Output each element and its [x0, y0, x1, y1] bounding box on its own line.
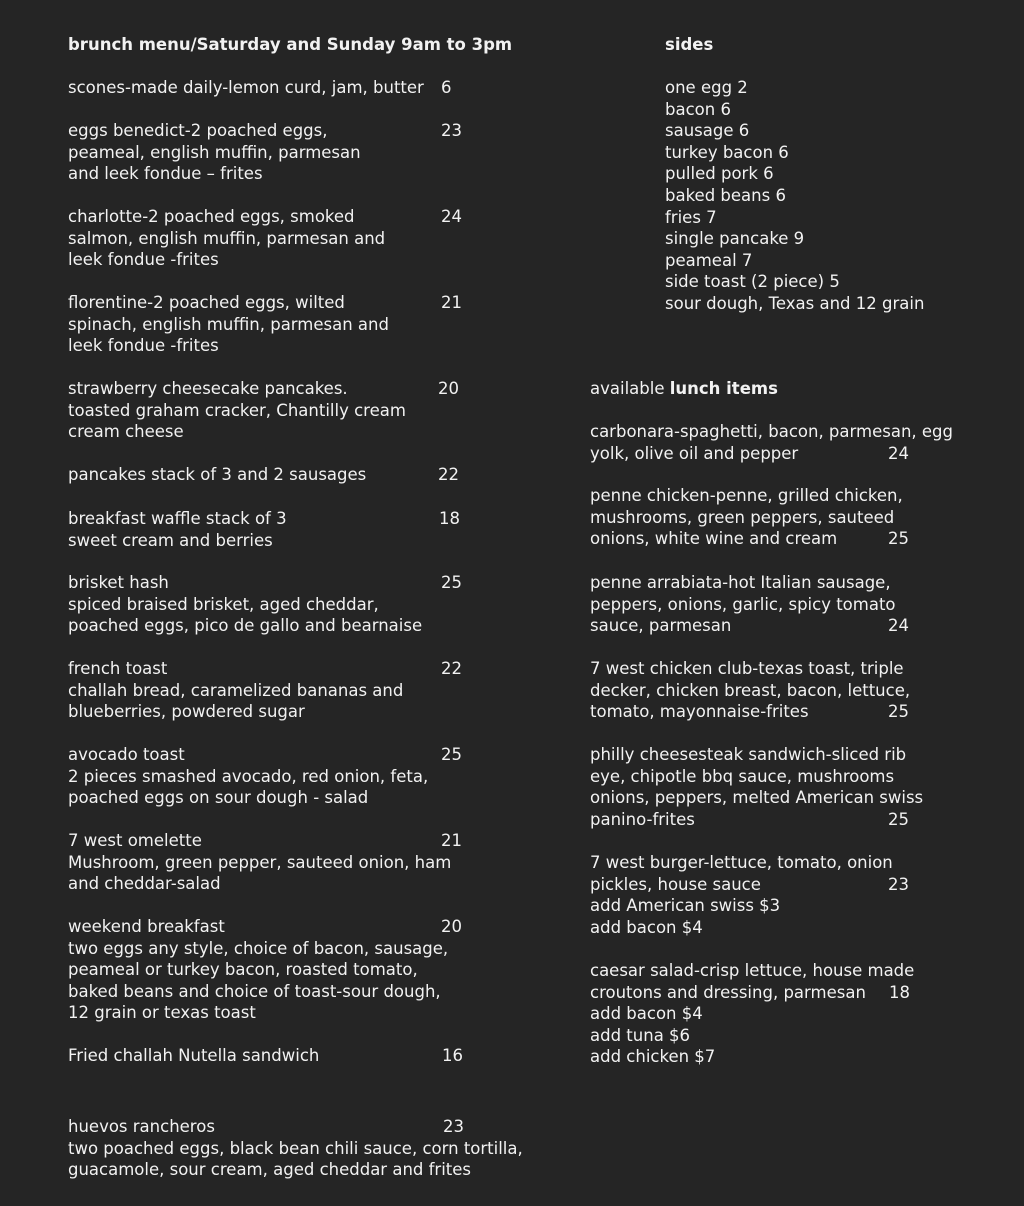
item-line: cream cheese	[68, 422, 184, 442]
item-line: mushrooms, green peppers, sauteed	[590, 507, 895, 527]
side-item: sausage 6	[665, 121, 750, 141]
item-price: 25	[888, 529, 909, 549]
item-price: 24	[441, 207, 462, 226]
menu-item-omelette	[68, 830, 462, 895]
menu-item-french-toast	[68, 658, 462, 723]
side-item: pulled pork 6	[665, 164, 774, 184]
item-price: 23	[441, 121, 462, 140]
side-item: baked beans 6	[665, 185, 786, 205]
item-line: and leek fondue – frites	[68, 164, 263, 184]
item-line: poached eggs, pico de gallo and bearnaise	[68, 616, 423, 636]
item-line: Mushroom, green pepper, sauteed onion, ham	[68, 852, 452, 872]
item-line: blueberries, powdered sugar	[68, 702, 305, 722]
item-line: add bacon $4	[590, 1004, 703, 1024]
menu-item-waffle	[68, 508, 460, 551]
item-price: 20	[438, 379, 459, 398]
lunch-item-penne-chicken	[590, 485, 909, 550]
item-price: 22	[438, 465, 459, 484]
side-item: single pancake 9	[665, 229, 805, 249]
item-line: add chicken $7	[590, 1047, 716, 1067]
item-line: breakfast waffle stack of 3	[68, 509, 287, 528]
item-line: 12 grain or texas toast	[68, 1003, 256, 1023]
item-price: 25	[888, 702, 909, 722]
item-line: 7 west omelette	[68, 831, 202, 850]
item-line: 2 pieces smashed avocado, red onion, feta,	[68, 766, 429, 786]
item-price: 16	[442, 1046, 463, 1065]
menu-item-cheesecake-pancakes	[68, 378, 459, 443]
item-line: challah bread, caramelized bananas and	[68, 680, 404, 700]
item-line: brisket hash	[68, 573, 169, 592]
side-item: turkey bacon 6	[665, 142, 789, 162]
lunch-title-prefix: available	[590, 379, 670, 398]
item-line: two eggs any style, choice of bacon, sausage,	[68, 938, 449, 958]
lunch-title-bold: lunch items	[669, 379, 778, 398]
item-price: 24	[888, 443, 909, 463]
item-price: 18	[439, 509, 460, 528]
item-line: peppers, onions, garlic, spicy tomato	[590, 594, 896, 614]
item-price: 25	[441, 745, 462, 764]
item-line: penne arrabiata-hot Italian sausage,	[590, 573, 891, 592]
item-line: avocado toast	[68, 745, 185, 764]
item-price: 18	[889, 982, 910, 1002]
side-item: fries 7	[665, 207, 717, 227]
item-price: 23	[443, 1117, 464, 1136]
item-price: 22	[441, 659, 462, 678]
side-item: sour dough, Texas and 12 grain	[665, 293, 925, 313]
menu-item-nutella-sandwich	[68, 1045, 463, 1067]
item-line: huevos rancheros	[68, 1117, 215, 1136]
lunch-item-philly-cheesesteak	[590, 744, 923, 830]
item-line: 7 west chicken club-texas toast, triple	[590, 659, 904, 678]
item-price: 23	[888, 874, 909, 894]
item-line: french toast	[68, 659, 168, 678]
item-line: penne chicken-penne, grilled chicken,	[590, 486, 903, 505]
item-line: baked beans and choice of toast-sour dough,	[68, 981, 441, 1001]
lunch-item-caesar-salad	[590, 960, 914, 1068]
menu-item-florentine	[68, 292, 462, 357]
item-line: scones-made daily-lemon curd, jam, butter	[68, 78, 424, 97]
item-line: decker, chicken breast, bacon, lettuce,	[590, 680, 911, 700]
item-line: poached eggs on sour dough - salad	[68, 788, 369, 808]
item-line: eggs benedict-2 poached eggs,	[68, 121, 328, 140]
item-line: onions, white wine and cream	[590, 529, 838, 549]
lunch-item-burger	[590, 852, 909, 938]
menu-item-charlotte	[68, 206, 462, 271]
item-line: spiced braised brisket, aged cheddar,	[68, 594, 379, 614]
menu-item-pancakes-stack	[68, 464, 459, 486]
item-line: add tuna $6	[590, 1025, 691, 1045]
item-line: florentine-2 poached eggs, wilted	[68, 293, 345, 312]
item-line: leek fondue -frites	[68, 336, 219, 356]
menu-item-weekend-breakfast	[68, 916, 462, 1024]
lunch-item-carbonara	[590, 421, 953, 464]
item-price: 6	[441, 78, 452, 97]
item-line: leek fondue -frites	[68, 250, 219, 270]
menu-item-scones	[68, 77, 452, 99]
lunch-item-chicken-club	[590, 658, 910, 723]
item-line: strawberry cheesecake pancakes.	[68, 379, 348, 398]
item-line: sweet cream and berries	[68, 530, 273, 550]
side-item: peameal 7	[665, 250, 753, 270]
item-line: sauce, parmesan	[590, 616, 732, 636]
item-line: peameal, english muffin, parmesan	[68, 142, 361, 162]
item-line: pancakes stack of 3 and 2 sausages	[68, 465, 367, 484]
menu-item-eggs-benedict	[68, 120, 462, 185]
item-line: panino-frites	[590, 809, 695, 829]
item-line: peameal or turkey bacon, roasted tomato,	[68, 960, 418, 980]
item-line: pickles, house sauce	[590, 874, 761, 894]
side-item: one egg 2	[665, 78, 748, 97]
sides-list	[665, 77, 924, 315]
lunch-title	[590, 378, 778, 400]
menu-item-avocado-toast	[68, 744, 462, 809]
item-line: spinach, english muffin, parmesan and	[68, 314, 389, 334]
item-line: caesar salad-crisp lettuce, house made	[590, 961, 915, 980]
brunch-title: brunch menu/Saturday and Sunday 9am to 3pm	[68, 35, 513, 54]
item-line: philly cheesesteak sandwich-sliced rib	[590, 745, 907, 764]
item-line: two poached eggs, black bean chili sauce, corn tortilla,	[68, 1138, 523, 1158]
item-line: yolk, olive oil and pepper	[590, 443, 799, 463]
item-line: 7 west burger-lettuce, tomato, onion	[590, 853, 893, 872]
item-line: onions, peppers, melted American swiss	[590, 788, 924, 808]
menu-item-huevos-rancheros	[68, 1116, 523, 1181]
item-price: 20	[441, 917, 462, 936]
item-line: salmon, english muffin, parmesan and	[68, 228, 386, 248]
item-price: 24	[888, 616, 909, 636]
item-line: guacamole, sour cream, aged cheddar and frites	[68, 1160, 472, 1180]
item-line: and cheddar-salad	[68, 874, 221, 894]
item-price: 21	[441, 831, 462, 850]
item-line: charlotte-2 poached eggs, smoked	[68, 207, 355, 226]
item-price: 25	[888, 809, 909, 829]
item-line: add American swiss $3	[590, 896, 781, 916]
lunch-item-penne-arrabiata	[590, 572, 909, 637]
item-price: 21	[441, 293, 462, 312]
item-line: toasted graham cracker, Chantilly cream	[68, 400, 406, 420]
item-line: eye, chipotle bbq sauce, mushrooms	[590, 766, 895, 786]
item-line: croutons and dressing, parmesan	[590, 982, 866, 1002]
item-line: Fried challah Nutella sandwich	[68, 1046, 320, 1065]
item-line: add bacon $4	[590, 917, 703, 937]
side-item: bacon 6	[665, 99, 731, 119]
side-item: side toast (2 piece) 5	[665, 272, 840, 292]
item-line: tomato, mayonnaise-frites	[590, 702, 809, 722]
sides-title: sides	[665, 35, 714, 54]
item-line: carbonara-spaghetti, bacon, parmesan, egg	[590, 422, 953, 441]
item-line: weekend breakfast	[68, 917, 225, 936]
item-price: 25	[441, 573, 462, 592]
menu-item-brisket-hash	[68, 572, 462, 637]
